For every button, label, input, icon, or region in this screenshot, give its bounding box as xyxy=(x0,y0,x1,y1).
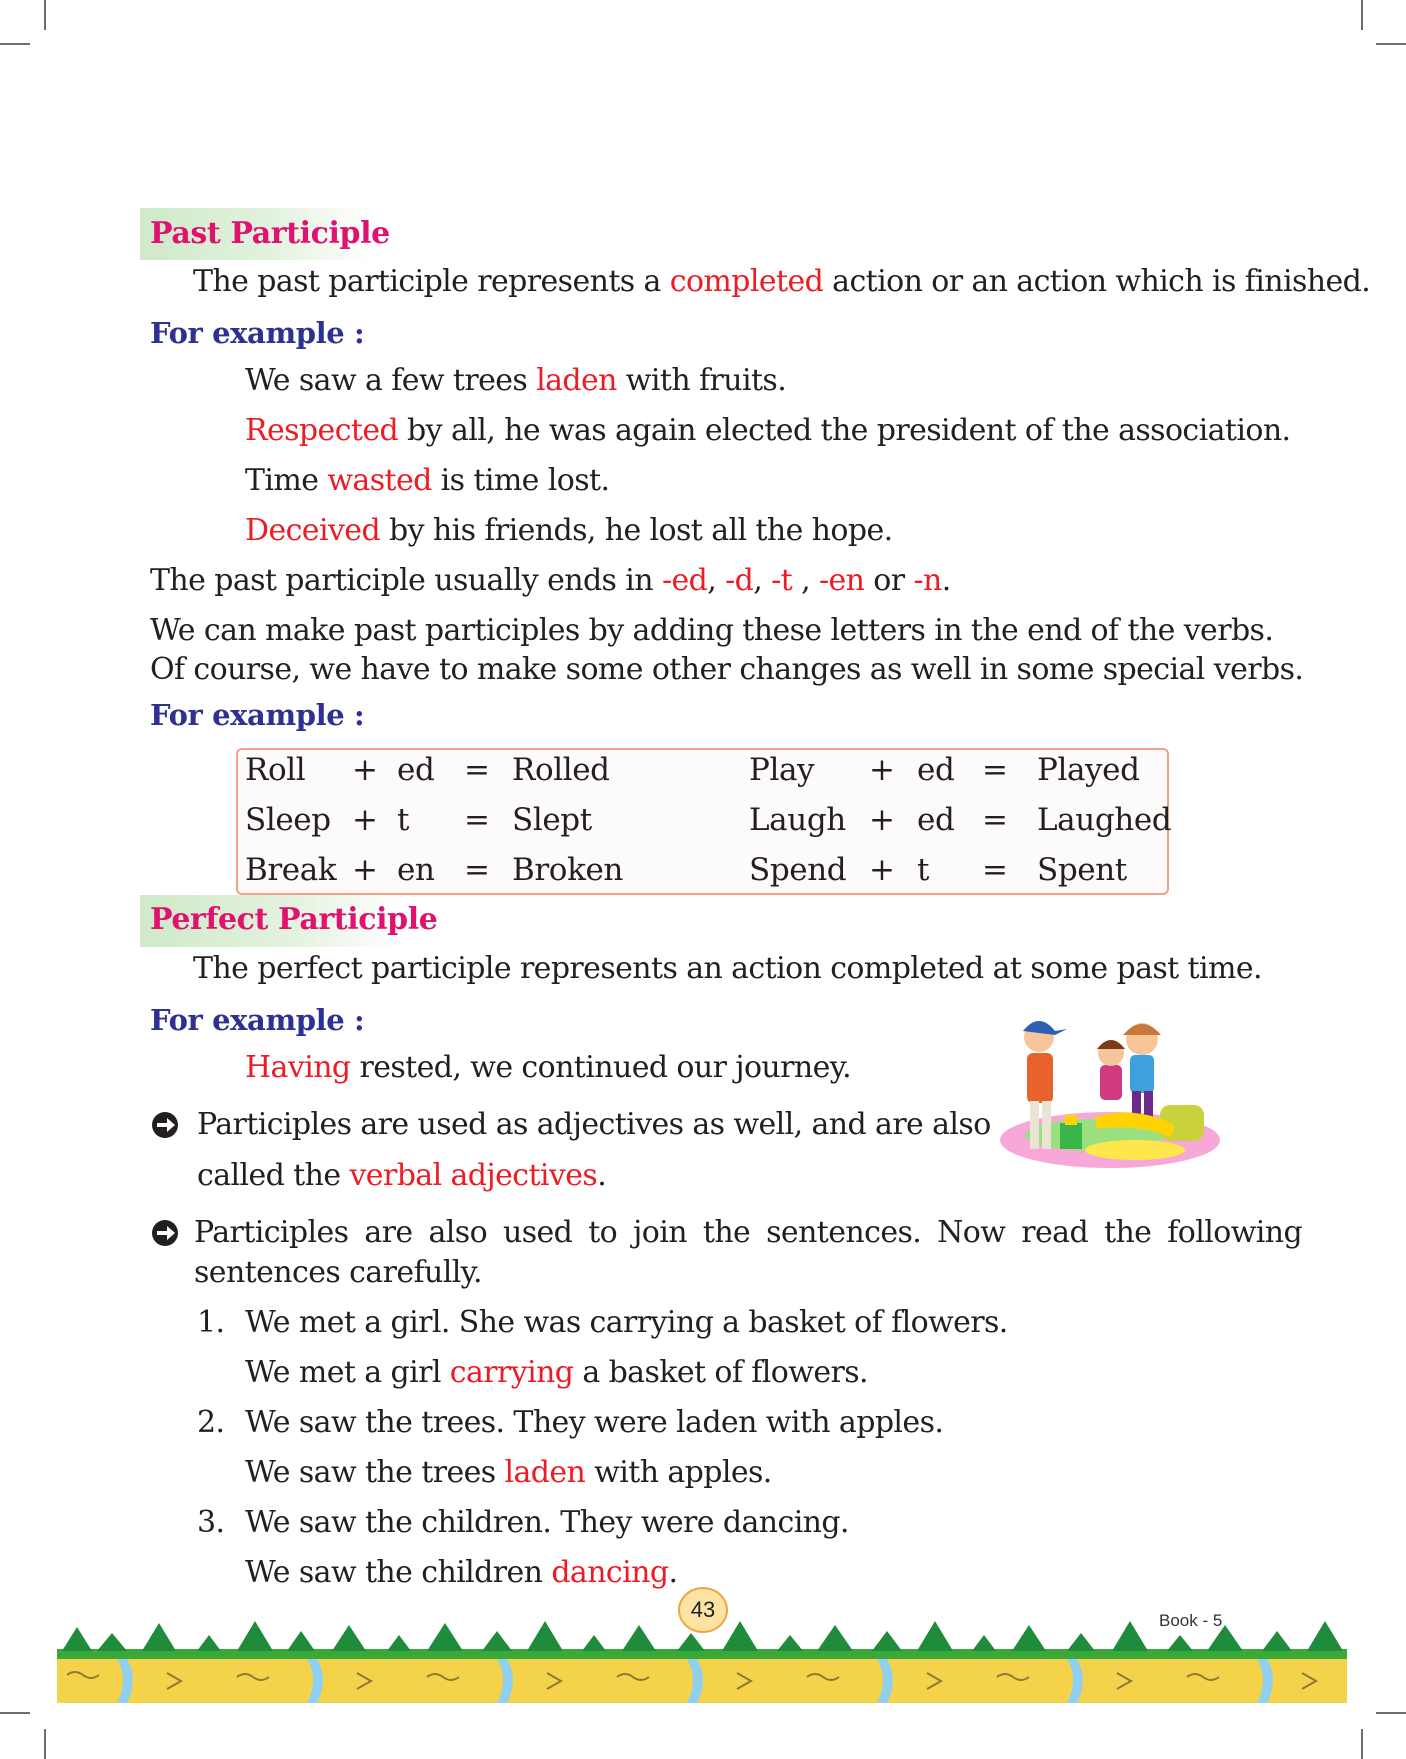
table-cell: Laugh xyxy=(749,802,846,838)
table-cell: ed xyxy=(917,752,955,788)
table-cell: Spend xyxy=(749,852,847,888)
book-label: Book - 5 xyxy=(1159,1611,1223,1630)
crop-mark xyxy=(44,1729,46,1759)
table-cell: + xyxy=(352,852,378,888)
table-cell: + xyxy=(869,752,895,788)
table-cell: Broken xyxy=(512,852,623,888)
page-number: 43 xyxy=(678,1587,728,1633)
example-sentence: Deceived by his friends, he lost all the hope. xyxy=(245,513,893,548)
bullet-text: called the verbal adjectives. xyxy=(197,1158,607,1193)
footer-decoration xyxy=(57,1615,1347,1703)
table-cell: Sleep xyxy=(245,802,331,838)
table-cell: Play xyxy=(749,752,815,788)
crop-mark xyxy=(0,43,30,45)
list-number: 2. xyxy=(197,1405,225,1440)
table-cell: ed xyxy=(397,752,435,788)
bullet-text: Participles are also used to join the sentences. Now read the following xyxy=(194,1215,1303,1250)
table-cell: Laughed xyxy=(1037,802,1172,838)
list-item: We saw the trees laden with apples. xyxy=(245,1455,772,1490)
example-sentence: Time wasted is time lost. xyxy=(245,463,610,498)
table-cell: Spent xyxy=(1037,852,1127,888)
table-cell: en xyxy=(397,852,435,888)
table-cell: = xyxy=(982,752,1008,788)
section-heading-past-participle: Past Participle xyxy=(150,216,390,251)
table-cell: + xyxy=(352,752,378,788)
children-illustration xyxy=(975,1005,1225,1175)
list-item: We met a girl carrying a basket of flowers. xyxy=(245,1355,868,1390)
table-cell: ed xyxy=(917,802,955,838)
crop-mark xyxy=(0,1712,30,1714)
table-cell: + xyxy=(869,852,895,888)
highlight-word: completed xyxy=(669,264,824,299)
table-cell: Rolled xyxy=(512,752,610,788)
list-item: We met a girl. She was carrying a basket of flowers. xyxy=(245,1305,1008,1340)
crop-mark xyxy=(1376,1712,1406,1714)
list-item: We saw the children dancing. xyxy=(245,1555,678,1590)
section-heading-perfect-participle: Perfect Participle xyxy=(150,902,438,937)
participle-endings: The past participle usually ends in -ed, -d, -t , -en or -n. xyxy=(150,563,951,598)
for-example-label: For example : xyxy=(150,698,365,732)
example-sentence: We saw a few trees laden with fruits. xyxy=(245,363,787,398)
table-cell: Played xyxy=(1037,752,1140,788)
table-cell: t xyxy=(917,852,930,888)
crop-mark xyxy=(1376,43,1406,45)
table-cell: + xyxy=(352,802,378,838)
for-example-label: For example : xyxy=(150,316,365,350)
bullet-text: Participles are used as adjectives as well, and are also xyxy=(197,1107,991,1142)
table-cell: t xyxy=(397,802,410,838)
crop-mark xyxy=(1361,0,1363,30)
arrow-bullet-icon xyxy=(150,1110,180,1140)
list-item: We saw the trees. They were laden with apples. xyxy=(245,1405,944,1440)
table-cell: = xyxy=(982,802,1008,838)
table-cell: + xyxy=(869,802,895,838)
past-participle-definition: The past participle represents a completed action or an action which is finished. xyxy=(193,264,1371,299)
table-cell: Roll xyxy=(245,752,306,788)
list-number: 1. xyxy=(197,1305,225,1340)
bullet-text: sentences carefully. xyxy=(194,1255,482,1290)
table-cell: Break xyxy=(245,852,337,888)
list-item: We saw the children. They were dancing. xyxy=(245,1505,849,1540)
paragraph-line: We can make past participles by adding these letters in the end of the verbs. xyxy=(150,613,1274,648)
table-cell: = xyxy=(464,852,490,888)
list-number: 3. xyxy=(197,1505,225,1540)
table-cell: = xyxy=(982,852,1008,888)
arrow-bullet-icon xyxy=(150,1218,180,1248)
crop-mark xyxy=(44,0,46,30)
example-sentence: Respected by all, he was again elected the president of the association. xyxy=(245,413,1291,448)
table-cell: Slept xyxy=(512,802,592,838)
for-example-label: For example : xyxy=(150,1003,365,1037)
example-sentence: Having rested, we continued our journey. xyxy=(245,1050,852,1085)
perfect-participle-definition: The perfect participle represents an action completed at some past time. xyxy=(193,951,1262,986)
table-cell: = xyxy=(464,802,490,838)
crop-mark xyxy=(1361,1729,1363,1759)
paragraph-line: Of course, we have to make some other changes as well in some special verbs. xyxy=(150,652,1304,687)
table-cell: = xyxy=(464,752,490,788)
